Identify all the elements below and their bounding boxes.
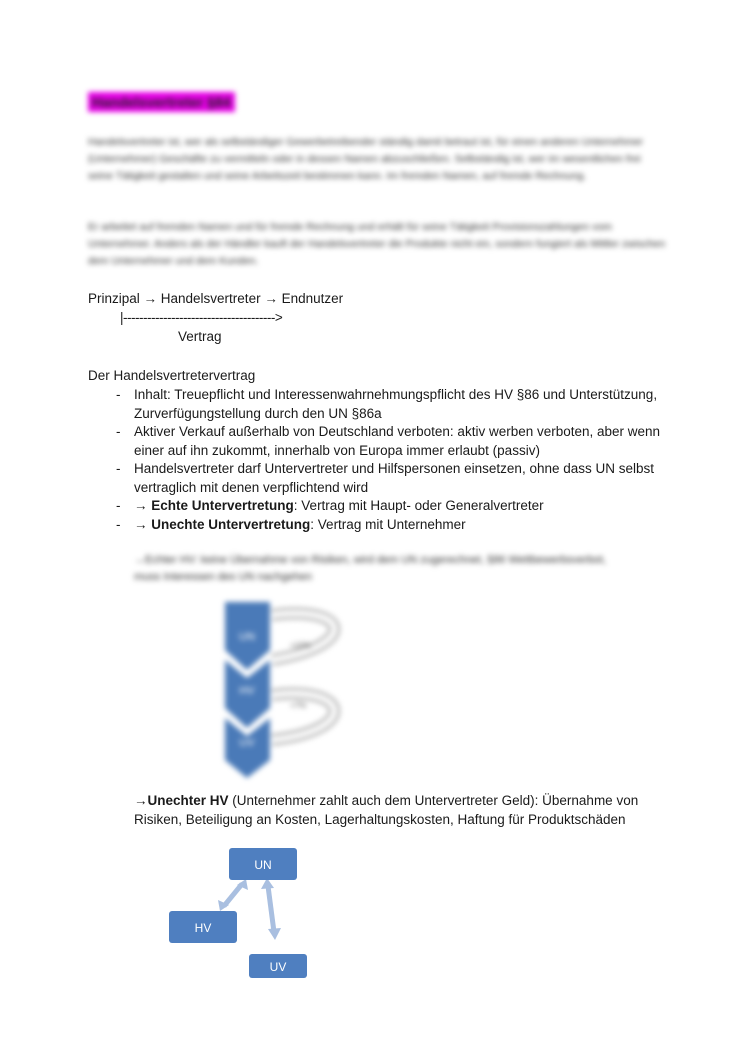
unechter-hv-line-1: →Unechter HV (Unternehmer zahlt auch dem Untervertreter Geld): Übernahme von <box>134 793 639 808</box>
chevron-label-un: UN <box>239 631 255 643</box>
echter-hv-paragraph: →Echter HV: keine Übernahme von Risiken, wird dem UN zugerechnet, §86 Wettbewerbsverbot, muss Interessen des UN nachgehen <box>134 554 606 583</box>
list-item: - Aktiver Verkauf außerhalb von Deutschland verboten: aktiv werben verboten, aber wenn einer auf ihn zukommt, innerhalb von Europa immer erlaubt (passiv) <box>112 423 672 460</box>
flow-contract-label: Vertrag <box>178 329 222 344</box>
page-title: Handelsvertreter §84 <box>88 92 235 112</box>
list-item: - → Unechte Untervertretung: Vertrag mit Unternehmer <box>112 516 672 535</box>
arrow-label-top: +10% <box>290 641 311 650</box>
flow-arrow-line: |--------------------------------------> <box>120 310 283 325</box>
chevron-label-uv: UV <box>239 737 255 749</box>
list-item: - Inhalt: Treuepflicht und Interessenwahrnehmungspflicht des HV §86 und Unterstützung, Zurverfügungstellung durch den UN §86a <box>112 386 672 423</box>
contract-list <box>112 386 672 534</box>
list-item: - → Echte Untervertretung: Vertrag mit Haupt- oder Generalvertreter <box>112 497 672 516</box>
chevron-diagram <box>200 590 370 780</box>
list-item: - Handelsvertreter darf Untervertreter und Hilfspersonen einsetzen, ohne dass UN selbst vertraglich mit denen verpflichtend wird <box>112 460 672 497</box>
box-label-uv: UV <box>269 960 287 974</box>
flow-line: Prinzipal → Handelsvertreter → Endnutzer <box>88 291 344 306</box>
arrow-un-uv <box>268 886 274 932</box>
intro-paragraph-2: Er arbeitet auf fremden Namen und für fremde Rechnung und erhält für seine Tätigkeit Provisionszahlungen vom Unternehmer. Anders als der Händler kauft der Handelsvertreter die Produkte nicht ein, sondern fungiert als Mittler zwischen dem Unternehmer und dem Kunden. <box>88 221 666 267</box>
arrow-label-bottom: +7% <box>290 701 307 710</box>
box-label-un: UN <box>254 858 272 872</box>
contract-heading: Der Handelsvertretervertrag <box>88 368 256 383</box>
chevron-label-hv: HV <box>239 685 255 697</box>
arrow-un-hv <box>224 884 242 906</box>
arrowhead-uv <box>268 928 281 940</box>
box-diagram <box>160 840 340 985</box>
unechter-hv-line-2: Risiken, Beteiligung an Kosten, Lagerhaltungskosten, Haftung für Produktschäden <box>134 812 626 827</box>
intro-paragraph-1: Handelsvertreter ist, wer als selbständiger Gewerbetreibender ständig damit betraut ist, für einen anderen Unternehmer (Unternehmer) Geschäfte zu vermitteln oder in dessen Namen abzuschließen. Selbständig ist, wer im wesentlichen frei seine Tätigkeit gestalten und seine Arbeitszeit bestimmen kann. Im fremden Namen, auf fremde Rechnung. <box>88 136 644 182</box>
box-label-hv: HV <box>194 921 212 935</box>
